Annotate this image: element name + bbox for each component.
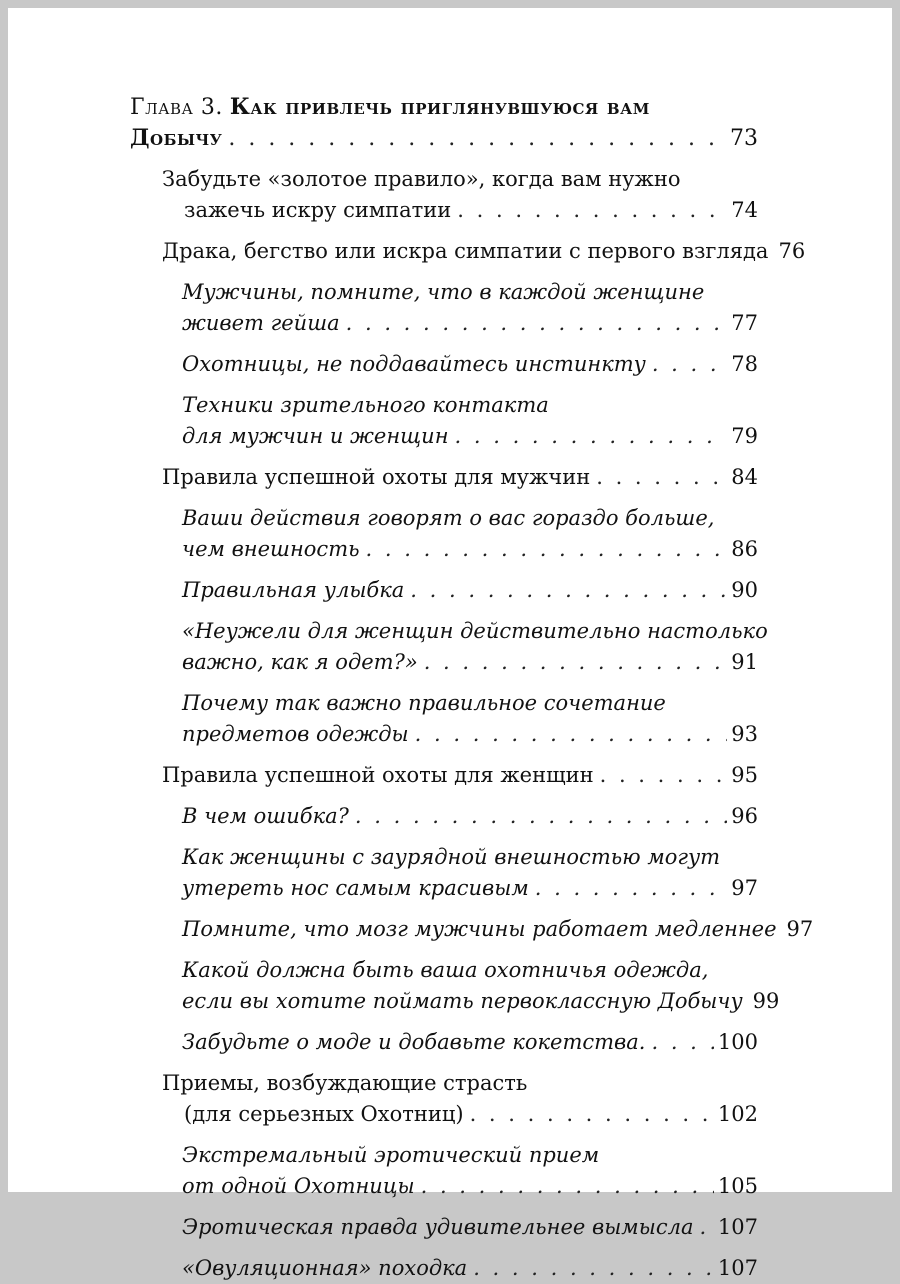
toc-entry-text: Ваши действия говорят о вас гораздо больше,	[182, 506, 715, 530]
toc-entry	[130, 462, 758, 493]
toc-entry-text: зажечь искру симпатии	[184, 198, 452, 222]
toc-entry-text: «Овуляционная» походка	[182, 1256, 468, 1280]
chapter-title-line-2: Добычу	[130, 125, 223, 151]
toc-entry	[130, 842, 758, 904]
page-number: 102	[717, 1102, 758, 1126]
toc-entry-text: Приемы, возбуждающие страсть	[162, 1071, 528, 1095]
toc-entry	[130, 760, 758, 791]
toc-entry-text: Охотницы, не поддавайтесь инстинкту	[182, 352, 646, 376]
toc-entry	[130, 616, 768, 678]
page-number: 107	[717, 1215, 758, 1239]
toc-entry-text: предметов одежды	[182, 722, 409, 746]
dot-leader	[651, 1027, 713, 1058]
toc-entry-text: живет гейша	[182, 311, 340, 335]
toc-entry-text: Забудьте о моде и добавьте кокетства.	[182, 1030, 646, 1054]
toc-entry	[130, 1253, 758, 1284]
toc-entry-text: Эротическая правда удивительнее вымысла	[182, 1215, 694, 1239]
toc-entry-text: для мужчин и женщин	[182, 424, 449, 448]
page-number: 77	[731, 311, 758, 335]
page-number: 96	[731, 804, 758, 828]
page-number: 86	[731, 537, 758, 561]
dot-leader	[600, 760, 728, 791]
toc-entry-text: утереть нос самым красивым	[182, 876, 529, 900]
dot-leader	[424, 647, 728, 678]
chapter-title-line-1: Как привлечь приглянувшуюся вам	[229, 94, 650, 120]
page-number: 93	[731, 722, 758, 746]
page-number: 105	[717, 1174, 758, 1198]
toc-entry-text: Как женщины с заурядной внешностью могут	[182, 845, 721, 869]
toc-entry-text: Драка, бегство или искра симпатии с первого взгляда	[162, 239, 769, 263]
toc-entry	[130, 349, 758, 380]
book-page	[8, 8, 892, 1280]
dot-leader	[346, 308, 728, 339]
toc-entry	[130, 236, 806, 267]
chapter-label: Глава 3.	[130, 95, 223, 120]
toc-entry	[130, 688, 758, 750]
toc-entry-text: Мужчины, помните, что в каждой женщине	[182, 280, 705, 304]
toc-entry-text: Помните, что мозг мужчины работает медленнее	[182, 917, 777, 941]
page-number: 79	[731, 424, 758, 448]
toc-entry-text: Какой должна быть ваша охотничья одежда,	[182, 958, 709, 982]
page-number: 74	[731, 198, 758, 222]
dot-leader	[470, 1099, 714, 1130]
dot-leader	[455, 421, 728, 452]
toc-entry	[130, 390, 758, 452]
toc-entry-text: Правильная улыбка	[182, 578, 405, 602]
toc-entry	[130, 955, 780, 1017]
page-number: 90	[731, 578, 758, 602]
page-number: 76	[778, 239, 806, 263]
page-number: 78	[731, 352, 758, 376]
toc-entry-text: важно, как я одет?»	[182, 650, 418, 674]
dot-leader	[366, 534, 728, 565]
toc-entry-text: Экстремальный эротический прием	[182, 1143, 600, 1167]
toc-entry-text: «Неужели для женщин действительно настолько	[182, 619, 768, 643]
dot-leader	[699, 1212, 713, 1243]
toc-entry-text: если вы хотите поймать первоклассную Добычу	[182, 989, 743, 1013]
toc-entry	[130, 503, 758, 565]
toc-entry	[130, 277, 758, 339]
toc-entry	[130, 1068, 758, 1130]
dot-leader	[457, 195, 727, 226]
toc-entry-text: чем внешность	[182, 537, 360, 561]
toc-entry	[130, 164, 758, 226]
dot-leader	[421, 1171, 714, 1202]
dot-leader	[652, 349, 727, 380]
table-of-contents	[130, 92, 814, 1284]
dot-leader	[415, 719, 728, 750]
toc-entry-text: Техники зрительного контакта	[182, 393, 549, 417]
toc-entry	[130, 1212, 758, 1243]
dot-leader	[473, 1253, 714, 1284]
toc-entry-text: Правила успешной охоты для мужчин	[162, 465, 591, 489]
toc-entry	[130, 914, 814, 945]
toc-entry-text: В чем ошибка?	[182, 804, 349, 828]
toc-entry-text: (для серьезных Охотниц)	[184, 1102, 464, 1126]
toc-chapter-heading	[130, 92, 758, 154]
page-number: 95	[731, 763, 758, 787]
page-number: 73	[730, 126, 758, 151]
toc-entry	[130, 1027, 758, 1058]
page-number: 91	[731, 650, 758, 674]
dot-leader	[410, 575, 727, 606]
page-number: 84	[731, 465, 758, 489]
dot-leader	[535, 873, 728, 904]
page-number: 107	[717, 1256, 758, 1280]
page-number: 100	[717, 1030, 758, 1054]
page-number: 97	[786, 917, 814, 941]
page-number: 97	[731, 876, 758, 900]
toc-entry-text: Забудьте «золотое правило», когда вам нужно	[162, 167, 681, 191]
toc-entry	[130, 801, 758, 832]
toc-entries	[130, 164, 814, 1284]
dot-leader	[596, 462, 727, 493]
toc-entry-text: Правила успешной охоты для женщин	[162, 763, 594, 787]
dot-leader	[355, 801, 727, 832]
toc-entry	[130, 575, 758, 606]
toc-entry-text: от одной Охотницы	[182, 1174, 415, 1198]
page-number: 99	[752, 989, 780, 1013]
toc-entry	[130, 1140, 758, 1202]
dot-leader	[228, 123, 726, 154]
toc-entry-text: Почему так важно правильное сочетание	[182, 691, 666, 715]
